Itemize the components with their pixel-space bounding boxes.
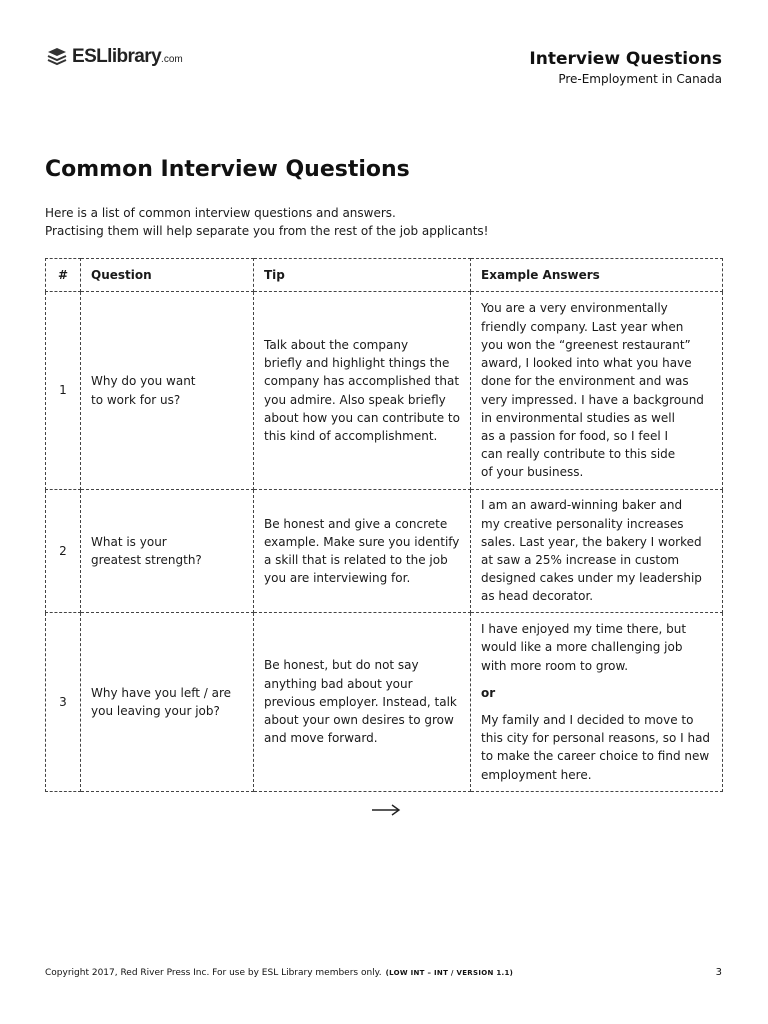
answer-line: of your business. (481, 465, 584, 480)
esl-library-logo (46, 46, 183, 68)
page-number: 3 (715, 967, 722, 978)
answer-line: sales. Last year, the bakery I worked (481, 534, 702, 549)
document-title: Interview Questions (529, 49, 722, 69)
tip-line: previous employer. Instead, talk (264, 694, 457, 709)
answer-line: award, I looked into what you have (481, 356, 692, 371)
tip-line: Talk about the company (264, 337, 409, 352)
question-line: to work for us? (91, 392, 181, 407)
answer-line: very impressed. I have a background (481, 392, 704, 407)
question-cell (81, 490, 254, 613)
logo-name: ESLlibrary (72, 46, 162, 67)
question-cell (81, 292, 254, 490)
answer-line: I am an award-winning baker and (481, 498, 683, 513)
document-header (529, 49, 722, 86)
answer-cell (471, 613, 723, 792)
question-line: Why have you left / are (91, 685, 232, 700)
answer-line: can really contribute to this side (481, 447, 676, 462)
column-header-number: # (46, 259, 81, 292)
tip-line: Be honest, but do not say (264, 658, 419, 673)
question-cell (81, 613, 254, 792)
answer-line: this city for personal reasons, so I had (481, 731, 711, 746)
logo-suffix: .com (161, 54, 183, 65)
footer-copyright (45, 968, 513, 978)
question-line: you leaving your job? (91, 704, 220, 718)
answer-line: in environmental studies as well (481, 410, 675, 425)
tip-cell (254, 490, 471, 613)
answer-line: at saw a 25% increase in custom (481, 553, 680, 567)
row-number: 1 (46, 292, 81, 490)
question-line: greatest strength? (91, 553, 202, 567)
answer-line: as head decorator. (481, 589, 594, 604)
table-row (46, 292, 723, 490)
answer-line: done for the environment and was (481, 374, 689, 389)
answer-line: as a passion for food, so I feel I (481, 428, 669, 443)
tip-line: about how you can contribute to (264, 410, 460, 425)
answer-line: to make the career choice to find new (481, 749, 710, 764)
column-header-answers: Example Answers (471, 259, 723, 292)
answer-line: I have enjoyed my time there, but (481, 622, 687, 637)
row-number: 2 (46, 490, 81, 613)
answer-line: employment here. (481, 767, 592, 782)
tip-line: this kind of accomplishment. (264, 428, 438, 443)
answer-line: You are a very environmentally (481, 301, 668, 316)
answer-line: designed cakes under my leadership (481, 571, 702, 586)
page-title: Common Interview Questions (45, 157, 410, 182)
tip-line: briefly and highlight things the (264, 356, 450, 371)
table-row (46, 490, 723, 613)
arrow-right-icon (371, 800, 401, 820)
question-line: Why do you want (91, 374, 196, 389)
tip-line: you are interviewing for. (264, 571, 411, 586)
answer-cell (471, 490, 723, 613)
answer-line: My family and I decided to move to (481, 713, 694, 727)
tip-line: you admire. Also speak briefly (264, 392, 446, 407)
tip-line: and move forward. (264, 731, 378, 746)
column-header-tip: Tip (254, 259, 471, 292)
intro-line: Here is a list of common interview questions and answers. (45, 206, 396, 220)
tip-line: Be honest and give a concrete (264, 516, 448, 531)
answer-option-a (481, 620, 712, 675)
logo-text (72, 46, 183, 68)
answer-or-separator: or (481, 685, 496, 700)
interview-questions-table (45, 258, 723, 792)
answer-option-b (481, 711, 712, 784)
answer-line: would like a more challenging job (481, 640, 683, 655)
table-header-row (46, 259, 723, 292)
table-row (46, 613, 723, 792)
column-header-question: Question (81, 259, 254, 292)
document-subtitle: Pre-Employment in Canada (558, 72, 722, 86)
version-label: (LOW INT – INT / VERSION 1.1) (385, 969, 514, 977)
row-number: 3 (46, 613, 81, 792)
tip-line: a skill that is related to the job (264, 553, 448, 567)
tip-line: company has accomplished that (264, 374, 460, 389)
answer-line: my creative personality increases (481, 516, 684, 531)
intro-line: Practising them will help separate you from the rest of the job applicants! (45, 224, 489, 238)
answer-line: friendly company. Last year when (481, 319, 684, 334)
answer-line: you won the “greenest restaurant” (481, 337, 691, 352)
tip-line: anything bad about your (264, 676, 413, 691)
intro-text (45, 204, 488, 240)
answer-cell (471, 292, 723, 490)
book-stack-icon (46, 46, 68, 68)
tip-cell (254, 613, 471, 792)
tip-cell (254, 292, 471, 490)
answer-line: with more room to grow. (481, 658, 629, 673)
question-line: What is your (91, 534, 167, 549)
copyright-text: Copyright 2017, Red River Press Inc. For use by ESL Library members only. (45, 968, 382, 978)
tip-line: example. Make sure you identify (264, 534, 460, 549)
tip-line: about your own desires to grow (264, 713, 454, 728)
